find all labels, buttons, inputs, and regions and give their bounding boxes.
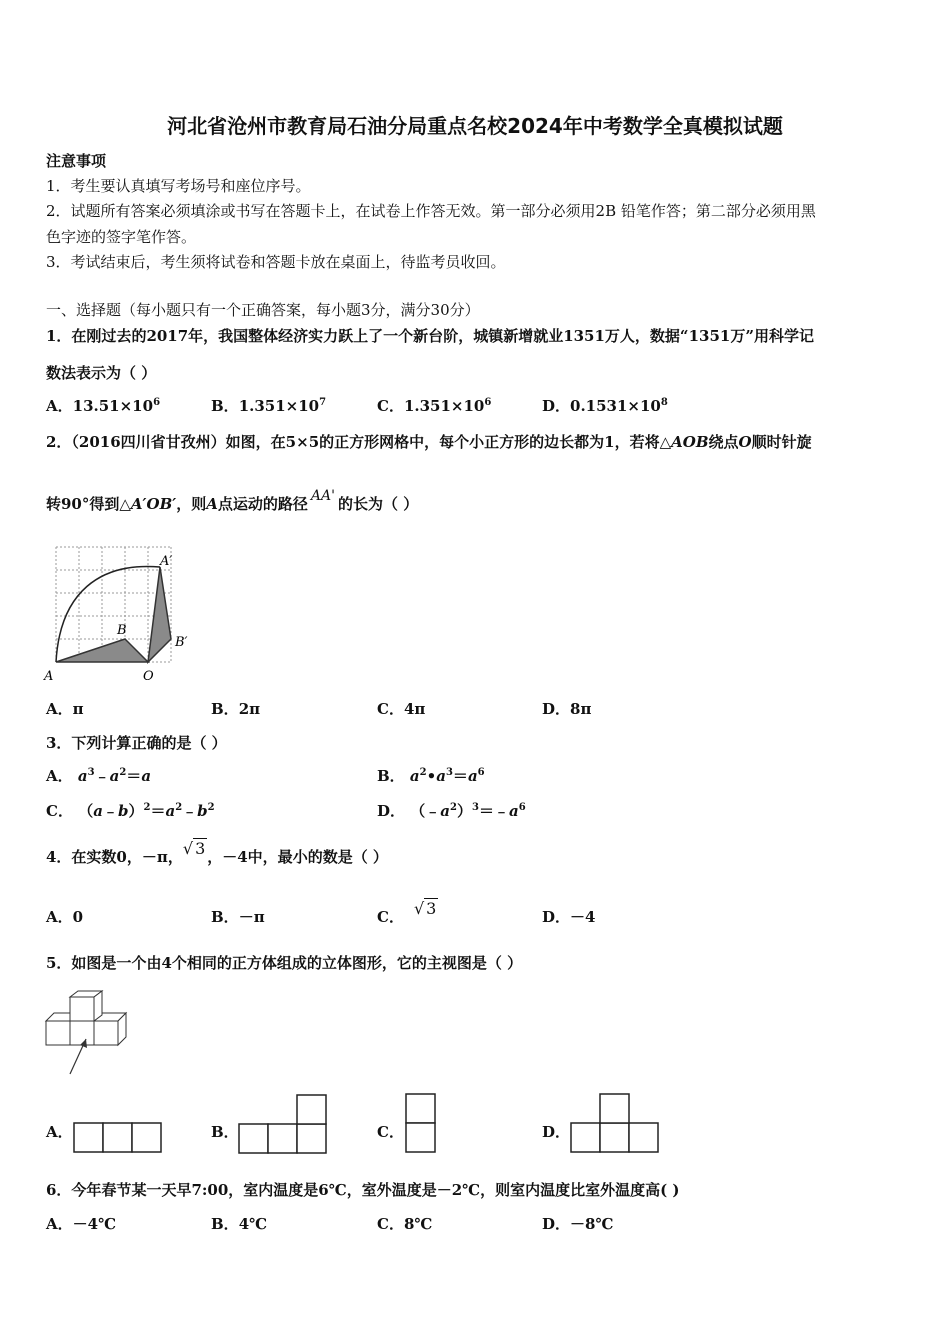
notice-item: 3．考试结束后，考生须将试卷和答题卡放在桌面上，待监考员收回。 <box>46 253 506 271</box>
arc-aa-symbol: AA' <box>310 488 335 504</box>
q2-option-b: B．2π <box>211 700 261 718</box>
q3-option-a: A． $a^3﹣a^2=a$ <box>46 767 152 785</box>
sqrt-3-symbol: √ 3 <box>182 839 206 858</box>
point-o-label: O <box>143 669 154 684</box>
section-heading: 一、选择题（每小题只有一个正确答案，每小题3分，满分30分） <box>46 301 480 319</box>
q5-option-d-label: D． <box>542 1123 571 1141</box>
q5-stem: 5．如图是一个由4个相同的正方体组成的立体图形，它的主视图是（ ） <box>46 954 523 972</box>
q2-option-c: C．4π <box>377 700 426 718</box>
q2-stem-cont: 转90°得到△A′OB′，则A点运动的路径 AA' 的长为（ ） <box>46 488 419 513</box>
q3-option-b: B． $a^2•a^3=a^6$ <box>377 767 485 785</box>
sqrt-3-symbol: √ 3 <box>413 899 437 918</box>
q6-option-d: D．－8℃ <box>542 1215 614 1233</box>
q1-option-b: B．$1.351\times 10^7$ <box>211 397 327 415</box>
notice-heading: 注意事项 <box>46 152 107 170</box>
q3-option-c: C． $(a﹣b)^2=a^2﹣b^2$ <box>46 802 215 820</box>
q1-option-a: A．$13.51\times 10^6$ <box>46 397 161 415</box>
q4-option-b: B．－π <box>211 908 265 926</box>
notice-item: 色字迹的签字笔作答。 <box>46 228 197 246</box>
q2-option-d: D．8π <box>542 700 592 718</box>
q5-option-d-figure <box>569 1093 663 1155</box>
q6-stem: 6．今年春节某一天早7:00，室内温度是6℃，室外温度是－2℃，则室内温度比室外温度高( ) <box>46 1181 680 1199</box>
notice-item: 1．考生要认真填写考场号和座位序号。 <box>46 177 311 195</box>
q2-option-a: A．π <box>46 700 84 718</box>
q5-option-a-figure <box>72 1120 166 1154</box>
q1-option-c: C．$1.351\times 10^6$ <box>377 397 492 415</box>
cube-stack-figure <box>40 990 132 1078</box>
q6-option-b: B．4℃ <box>211 1215 268 1233</box>
q6-option-a: A．－4℃ <box>46 1215 117 1233</box>
page-title: 河北省沧州市教育局石油分局重点名校2024年中考数学全真模拟试题 <box>167 114 783 138</box>
q3-stem: 3．下列计算正确的是（ ） <box>46 734 227 752</box>
rotation-grid-figure <box>40 540 200 688</box>
q5-option-b-figure <box>237 1094 331 1156</box>
point-b-prime-label: B′ <box>175 635 188 650</box>
q3-option-d: D． $(﹣a^2)^3=﹣a^6$ <box>377 802 526 820</box>
q5-option-a-label: A． <box>46 1123 73 1141</box>
q2-stem: 2．（2016四川省甘孜州）如图，在5×5的正方形网格中，每个小正方形的边长都为1，若将△AOB绕点O顺时针旋 <box>46 433 812 451</box>
q4-option-a: A．0 <box>46 908 84 926</box>
point-a-prime-label: A′ <box>160 554 173 569</box>
q1-option-d: D．$0.1531\times 10^8$ <box>542 397 668 415</box>
q4-stem: 4．在实数0，－π，√ 3 ，－4中，最小的数是（ ） <box>46 839 388 866</box>
point-b-label: B <box>117 623 127 638</box>
point-a-label: A <box>44 669 54 684</box>
q4-option-d: D．－4 <box>542 908 596 926</box>
notice-item: 2．试题所有答案必须填涂或书写在答题卡上，在试卷上作答无效。第一部分必须用2B 铅笔作答；第二部分必须用黑 <box>46 202 816 220</box>
q4-option-c: C． √ 3 <box>377 899 437 926</box>
q1-stem-cont: 数法表示为（ ） <box>46 364 157 382</box>
q5-option-c-figure <box>404 1092 438 1156</box>
q5-option-b-label: B． <box>211 1123 239 1141</box>
q6-option-c: C．8℃ <box>377 1215 433 1233</box>
q5-option-c-label: C． <box>377 1123 404 1141</box>
q1-stem: 1．在刚过去的2017年，我国整体经济实力跃上了一个新台阶，城镇新增就业1351万人，数据“1351万”用科学记 <box>46 327 814 345</box>
